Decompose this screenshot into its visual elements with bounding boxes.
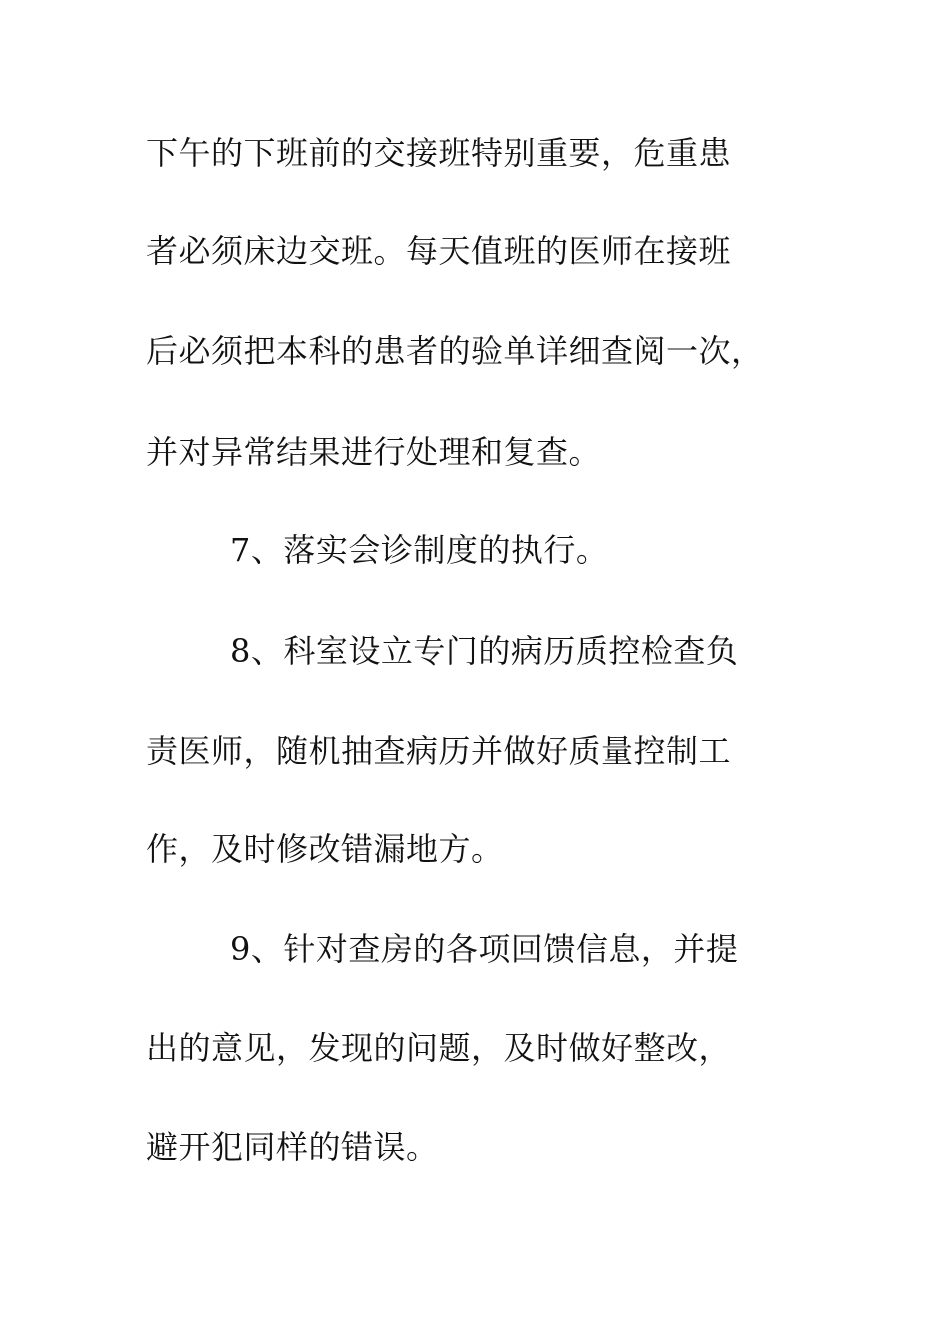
numbered-item-8: 8、科室设立专门的病历质控检查负 — [230, 632, 739, 670]
paragraph-line: 后必须把本科的患者的验单详细查阅一次， — [146, 332, 764, 370]
paragraph-line: 作，及时修改错漏地方。 — [146, 830, 504, 868]
paragraph-line: 责医师，随机抽查病历并做好质量控制工 — [146, 732, 732, 770]
numbered-item-9: 9、针对查房的各项回馈信息，并提 — [230, 930, 739, 968]
paragraph-line: 者必须床边交班。每天值班的医师在接班 — [146, 232, 732, 270]
paragraph-line: 下午的下班前的交接班特别重要，危重患 — [146, 134, 732, 172]
paragraph-line: 出的意见，发现的问题，及时做好整改， — [146, 1029, 732, 1067]
paragraph-line: 并对异常结果进行处理和复查。 — [146, 433, 602, 471]
numbered-item-7: 7、落实会诊制度的执行。 — [230, 531, 609, 569]
paragraph-line: 避开犯同样的错误。 — [146, 1128, 439, 1166]
